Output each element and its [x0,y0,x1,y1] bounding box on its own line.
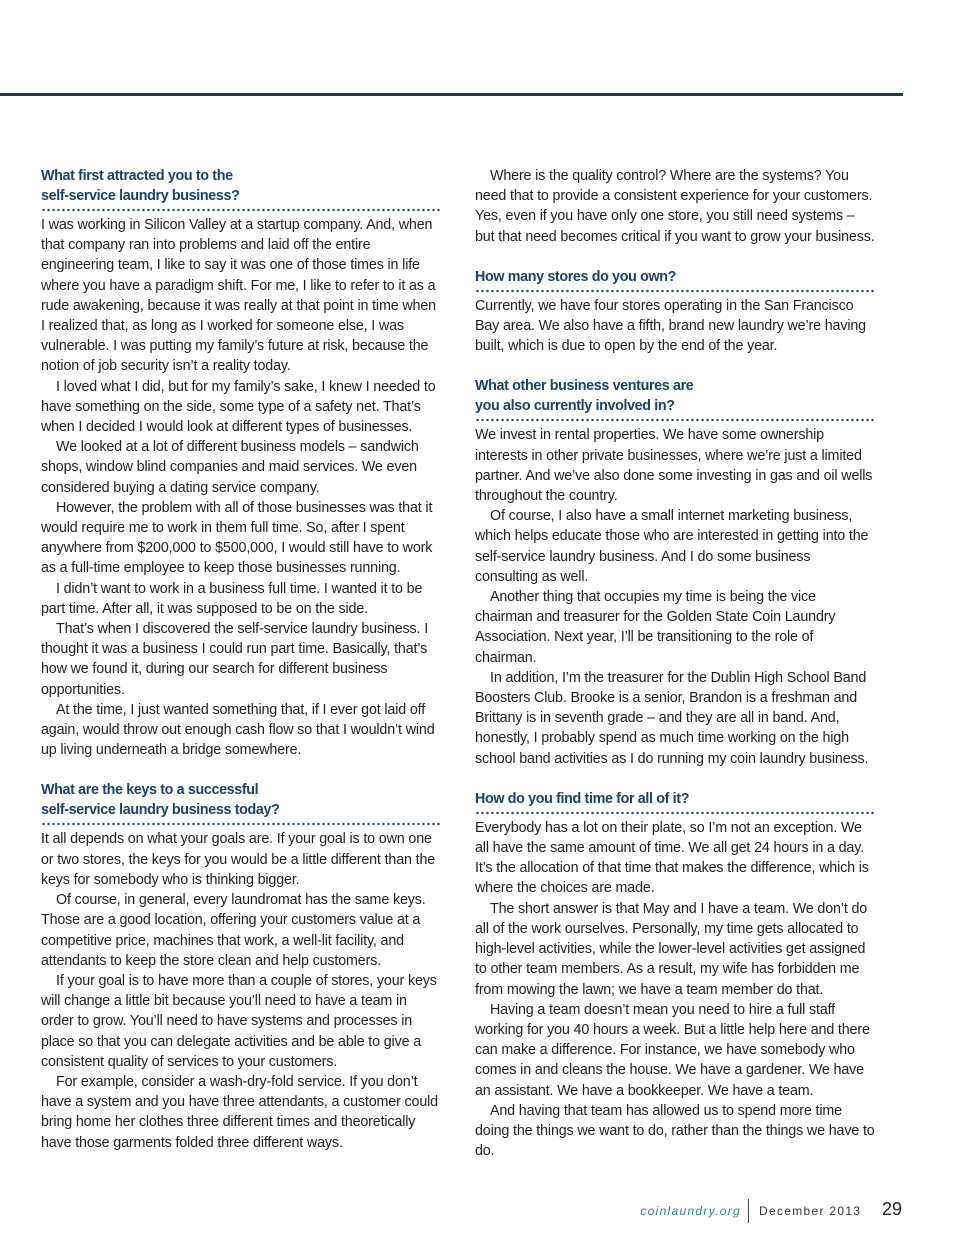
paragraph: Of course, in general, every laundromat has the same keys. Those are a good location, offering your customers value at a competitive price, machines that work, a well-lit facility, and attendants to keep the store clean and help customers. [41,892,426,969]
answer-body [475,818,875,1161]
paragraph: I didn’t want to work in a business full time. I wanted it to be part time. After all, it was supposed to be on the side. [41,580,423,617]
left-column [41,166,441,1153]
paragraph: However, the problem with all of those businesses was that it would require me to work in them full time. So, after I spent anywhere from $200,000 to $500,000, I would still have to work as a full-time employee to keep those businesses running. [41,499,433,577]
paragraph: At the time, I just wanted something that, if I ever got laid off again, would throw out enough cash flow so that I wouldn’t wind up living underneath a bridge somewhere. [41,701,435,759]
paragraph: We looked at a lot of different business models – sandwich shops, window blind companies and maid services. We even considered buying a dating service company. [41,439,419,496]
answer-body [41,829,441,1152]
answer-body [475,425,875,768]
right-column [475,166,875,1161]
question-heading: What first attracted you to the self-service laundry business? [41,166,441,212]
paragraph: I was working in Silicon Valley at a startup company. And, when that company ran into problems and laid off the entire engineering team, I like to say it was one of those times in life where you have a paradigm shift. For me, I like to refer to it as a rude awakening, because it was really at that point in time when I realized that, as long as I worked for someone else, I was vulnerable. I was putting my family’s future at risk, because the notion of job security isn’t a reality today. [41,217,436,375]
paragraph: For example, consider a wash-dry-fold service. If you don’t have a system and you have three attendants, a customer could bring home her clothes three different times and theoretically have those garments folded three different ways. [41,1073,438,1151]
paragraph: And having that team has allowed us to spend more time doing the things we want to do, rather than the things we have to do. [475,1102,875,1160]
question-heading: How do you find time for all of it? [475,789,875,815]
paragraph: Currently, we have four stores operating in the San Francisco Bay area. We also have a fifth, brand new laundry we’re having built, which is due to open by the end of the year. [475,297,866,355]
paragraph: We invest in rental properties. We have some ownership interests in other private businesses, where we’re just a limited partner. And we’ve also done some investing in gas and oil wells throughout the country. [475,427,873,505]
paragraph: Where is the quality control? Where are the systems? You need that to provide a consistent experience for your customers. Yes, even if you have only one store, you still need systems – but that need becomes critical if you want to grow your business. [475,168,875,245]
paragraph: Having a team doesn’t mean you need to hire a full staff working for you 40 hours a week. But a little help here and there can make a difference. For instance, we have somebody who comes in and cleans the house. We have a gardener. We have an assistant. We have a bookkeeper. We have a team. [475,1001,870,1099]
paragraph: Another thing that occupies my time is being the vice chairman and treasurer for the Golden State Coin Laundry Association. Next year, I’ll be transitioning to the role of chairman. [475,589,836,666]
footer-divider [748,1199,749,1223]
paragraph: If your goal is to have more than a couple of stores, your keys will change a little bit because you’ll need to have a team in order to grow. You’ll need to have systems and processes in place so that you can delegate activities and be able to give a consistent quality of services to your customers. [41,972,437,1070]
paragraph: Of course, I also have a small internet marketing business, which helps educate those who are interested in getting into the self-service laundry business. And I do some business consulting as well. [475,508,869,585]
page-footer [0,1199,903,1223]
paragraph: I loved what I did, but for my family’s sake, I knew I needed to have something on the side, some type of a safety net. That’s when I decided I would look at different types of businesses. [41,378,436,436]
answer-body [41,215,441,760]
continued-text [475,166,875,247]
page-number: 29 [882,1199,903,1219]
site-link[interactable]: coinlaundry.org [640,1204,741,1218]
paragraph: That’s when I discovered the self-service laundry business. I thought it was a business I could run part time. Basically, that’s how we found it, during our search for different business opportunities. [41,621,429,698]
paragraph: Everybody has a lot on their plate, so I’m not an exception. We all have the same amount of time. We all get 24 hours in a day. It’s the allocation of that time that makes the difference, which is where the choices are made. [475,819,869,897]
question-heading: What are the keys to a successful self-service laundry business today? [41,780,441,826]
question-heading: How many stores do you own? [475,267,875,293]
issue-date: December 2013 [759,1204,862,1218]
header-rule [0,93,903,96]
answer-body [475,296,875,357]
question-heading: What other business ventures are you also currently involved in? [475,376,875,422]
paragraph: In addition, I’m the treasurer for the Dublin High School Band Boosters Club. Brooke is a senior, Brandon is a freshman and Brittany is in seventh grade – and they are all in band. And, honestly, I probably spend as much time working on the high school band activities as I do running my coin laundry business. [475,669,869,767]
paragraph: The short answer is that May and I have a team. We don’t do all of the work ourselves. Personally, my time gets allocated to high-level activities, while the lower-level activities get assigned to other team members. As a result, my wife has forbidden me from mowing the lawn; we have a team member do that. [475,900,868,998]
paragraph: It all depends on what your goals are. If your goal is to own one or two stores, the keys for you would be a little different than the keys for somebody who is thinking bigger. [41,831,436,888]
